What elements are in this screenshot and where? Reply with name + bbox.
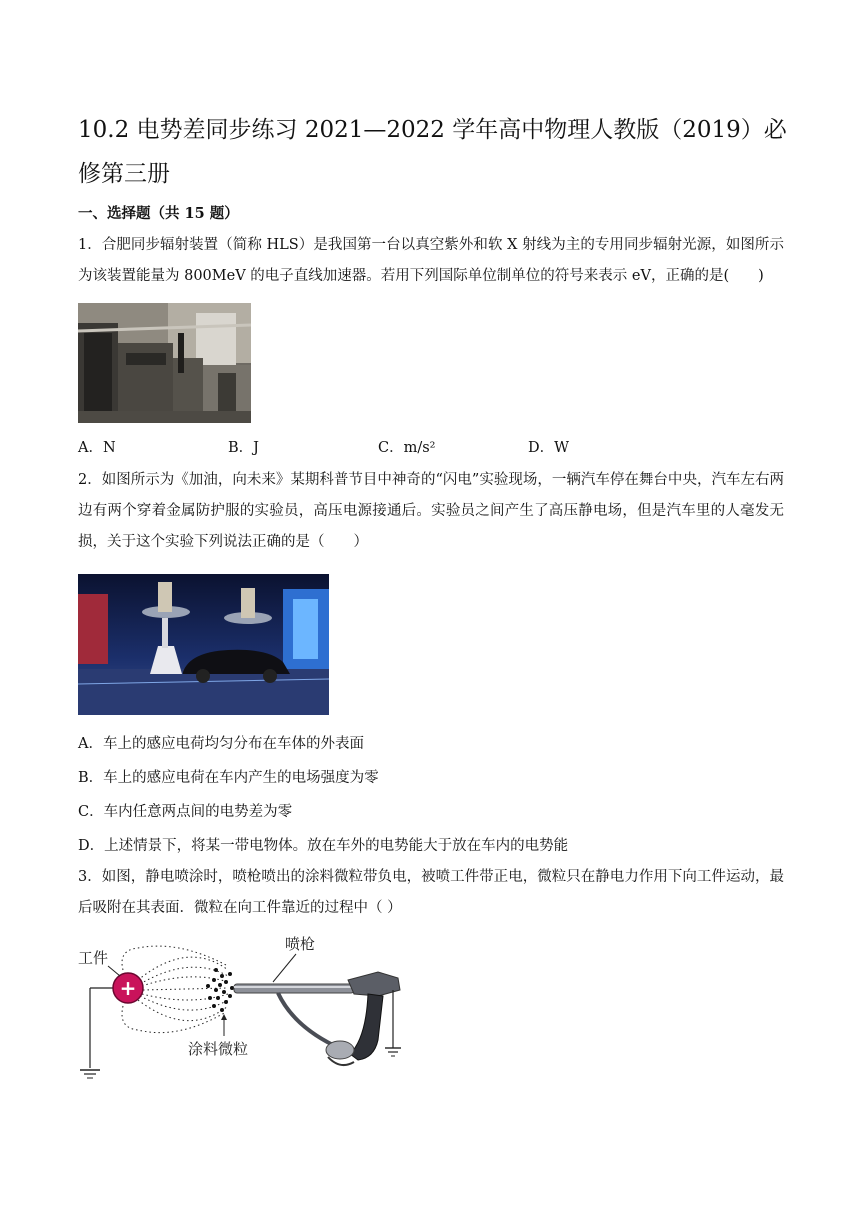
q1-option-b: B．J	[228, 440, 259, 456]
particles-label: 涂料微粒	[188, 1040, 249, 1058]
section-heading: 一、选择题（共 15 题）	[78, 205, 239, 222]
question-2-stem: 2．如图所示为《加油，向未来》某期科普节目中神奇的“闪电”实验现场，一辆汽车停在舞台中央，汽车左右两边有两个穿着金属防护服的实验员，高压电源接通后。实验员之间产生了高压静电场，但是汽车里的人毫发无损，关于这个实验下列说法正确的是（ ）	[78, 472, 784, 550]
spray-painting-diagram	[78, 930, 408, 1090]
q1-option-c: C．m/s²	[378, 440, 436, 456]
accelerator-photo	[78, 303, 251, 423]
question-1-stem: 1．合肥同步辐射装置（简称 HLS）是我国第一台以真空紫外和软 X 射线为主的专用同步辐射光源，如图所示为该装置能量为 800MeV 的电子直线加速器。若用下列国际单位制单位的符号来表示 eV，正确的是( )	[78, 237, 784, 284]
q2-option-a: A．车上的感应电荷均匀分布在车体的外表面	[78, 736, 364, 752]
workpiece-plus-sign: +	[119, 976, 137, 1000]
q2-option-c: C．车内任意两点间的电势差为零	[78, 804, 293, 820]
workpiece-label: 工件	[78, 949, 109, 967]
q1-option-a: A．N	[78, 440, 116, 456]
question-3-stem: 3．如图，静电喷涂时，喷枪喷出的涂料微粒带负电，被喷工件带正电，微粒只在静电力作用下向工件运动，最后吸附在其表面．微粒在向工件靠近的过程中（ ）	[78, 869, 784, 916]
spray-gun-label: 喷枪	[285, 935, 316, 953]
q2-option-d: D．上述情景下，将某一带电物体。放在车外的电势能大于放在车内的电势能	[78, 838, 569, 854]
q2-option-b: B．车上的感应电荷在车内产生的电场强度为零	[78, 770, 379, 786]
lightning-experiment-photo	[78, 574, 329, 715]
page-title: 10.2 电势差同步练习 2021—2022 学年高中物理人教版（2019）必修第三册	[78, 117, 787, 187]
q1-option-d: D．W	[528, 440, 570, 456]
